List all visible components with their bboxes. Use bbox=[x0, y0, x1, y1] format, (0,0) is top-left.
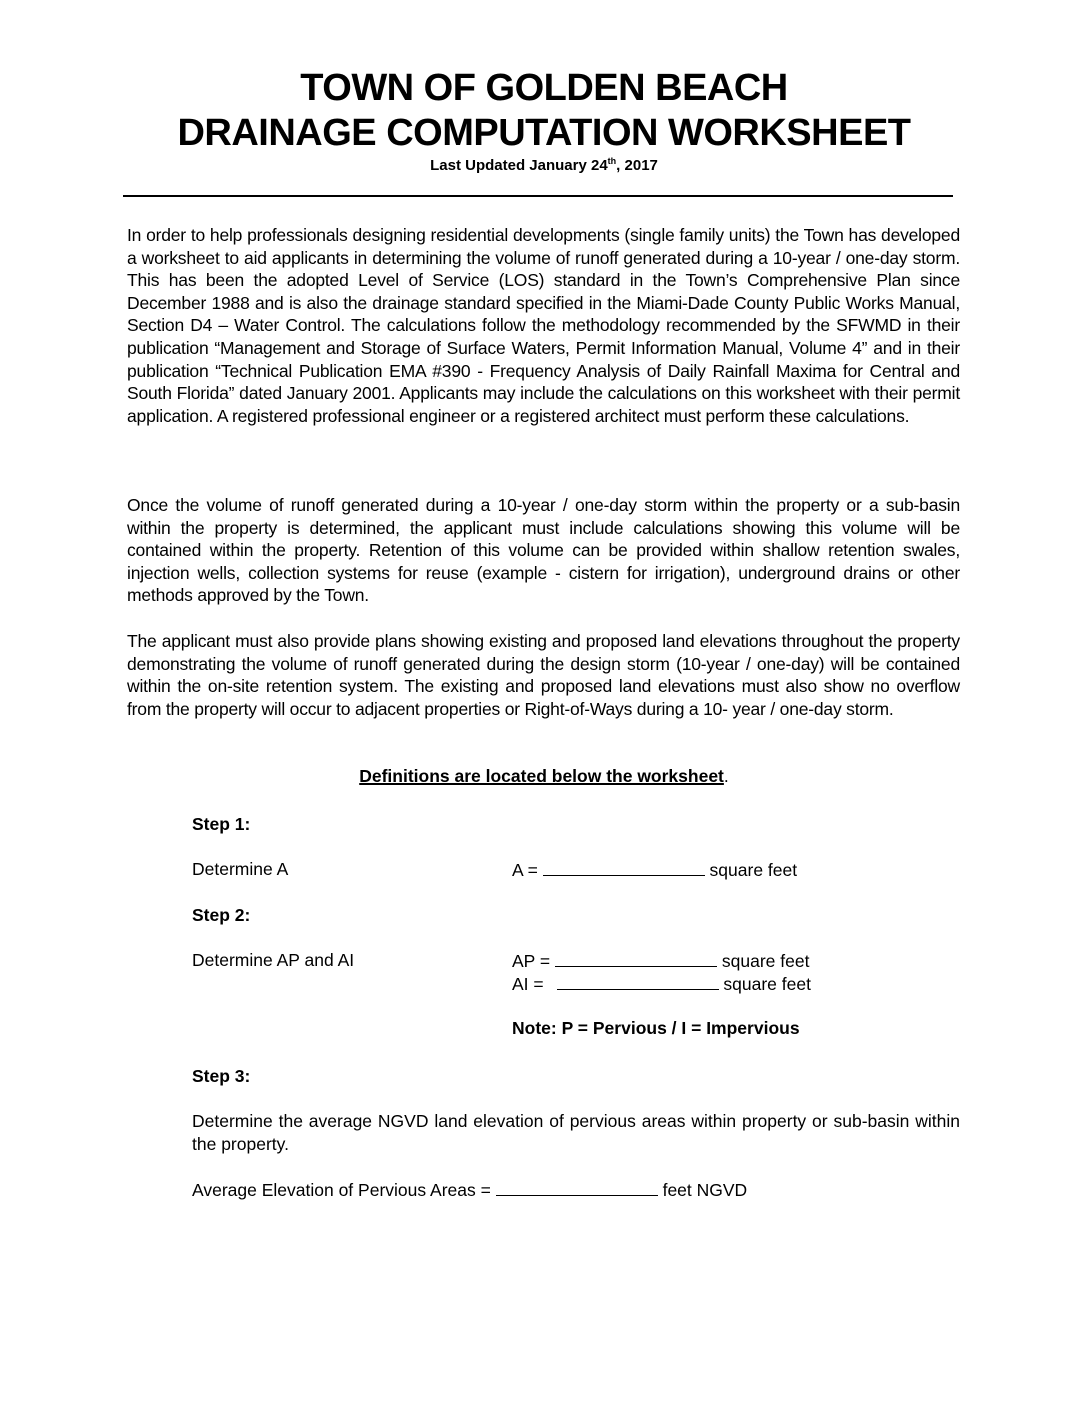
ai-label: AI = bbox=[512, 974, 544, 994]
elevation-label: Average Elevation of Pervious Areas = bbox=[192, 1180, 491, 1200]
step2-ap-field-row bbox=[512, 950, 809, 972]
step2-heading: Step 2: bbox=[192, 905, 251, 925]
pervious-impervious-note: Note: P = Pervious / I = Impervious bbox=[512, 1018, 800, 1038]
area-label: A = bbox=[512, 860, 538, 880]
step2-ai-field-row bbox=[512, 973, 811, 995]
ap-input[interactable] bbox=[555, 950, 717, 967]
last-updated-date: Last Updated January 24th, 2017 bbox=[430, 156, 658, 174]
elevations-paragraph: The applicant must also provide plans showing existing and proposed land elevations throughout the property demonstrating the volume of runoff generated during the design storm (10-year / one-day) will be contained within the on-site retention system. The existing and proposed land elevations must also show no overflow from the property will occur to adjacent properties or Right-of-Ways during a 10- year / one-day storm. bbox=[127, 631, 960, 719]
elevation-unit: feet NGVD bbox=[662, 1180, 748, 1200]
step1-area-field-row bbox=[512, 859, 797, 881]
ap-unit: square feet bbox=[721, 951, 810, 971]
header-divider bbox=[123, 195, 953, 197]
document-title-line1: TOWN OF GOLDEN BEACH bbox=[300, 67, 788, 109]
step3-heading: Step 3: bbox=[192, 1066, 251, 1086]
step2-instruction: Determine AP and AI bbox=[192, 950, 355, 970]
definitions-note: Definitions are located below the worksheet. bbox=[359, 766, 729, 786]
step3-instruction: Determine the average NGVD land elevation of pervious areas within property or sub-basin within the property. bbox=[192, 1111, 960, 1154]
step3-elevation-field-row bbox=[192, 1179, 747, 1201]
retention-paragraph: Once the volume of runoff generated during a 10-year / one-day storm within the property or a sub-basin within the property is determined, the applicant must include calculations showing this volume will be contained within the property. Retention of this volume can be provided within shallow retention swales, injection wells, collection systems for reuse (example - cistern for irrigation), underground drains or other methods approved by the Town. bbox=[127, 495, 960, 606]
elevation-input[interactable] bbox=[496, 1179, 658, 1196]
ai-unit: square feet bbox=[723, 974, 811, 994]
document-title-line2: DRAINAGE COMPUTATION WORKSHEET bbox=[177, 112, 911, 154]
ai-input[interactable] bbox=[557, 973, 719, 990]
area-unit: square feet bbox=[709, 860, 798, 880]
intro-paragraph: In order to help professionals designing residential developments (single family units) the Town has developed a worksheet to aid applicants in determining the volume of runoff generated during a 10-year / one-day storm. This has been the adopted Level of Service (LOS) standard in the Town’s Comprehensive Plan since December 1988 and is also the drainage standard specified in the Miami-Dade County Public Works Manual, Section D4 – Water Control. The calculations follow the methodology recommended by the SFWMD in their publication “Management and Storage of Surface Waters, Permit Information Manual, Volume 4” and in their publication “Technical Publication EMA #390 - Frequency Analysis of Daily Rainfall Maxima for Central and South Florida” dated January 2001. Applicants may include the calculations on this worksheet with their permit application. A registered professional engineer or a registered architect must perform these calculations. bbox=[127, 225, 960, 426]
step1-instruction: Determine A bbox=[192, 859, 289, 879]
ap-label: AP = bbox=[512, 951, 551, 971]
area-input[interactable] bbox=[543, 859, 705, 876]
step1-heading: Step 1: bbox=[192, 814, 251, 834]
